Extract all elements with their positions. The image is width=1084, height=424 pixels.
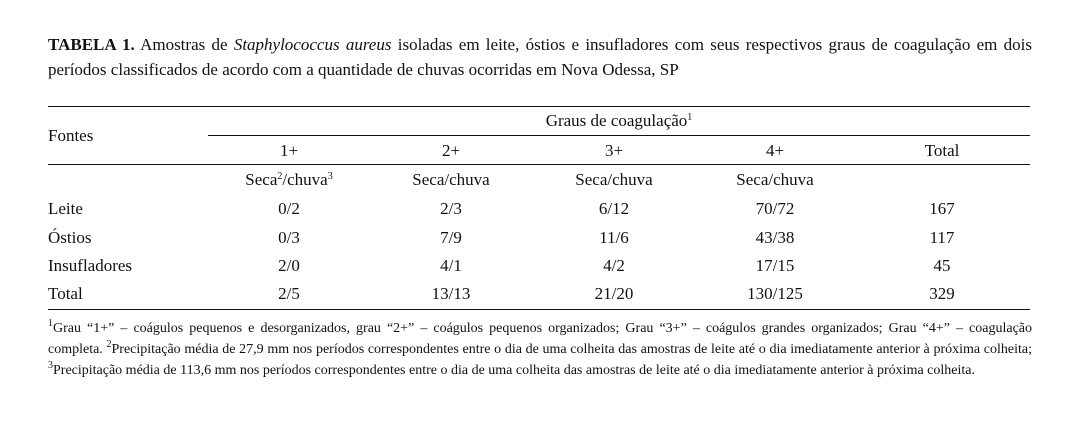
col-header-2plus: 2+ — [441, 141, 461, 160]
table-cell: 21/20 — [594, 284, 634, 303]
table-cell: 4/1 — [440, 256, 462, 275]
row-label-ostios: Óstios — [48, 228, 92, 247]
table-cell: 329 — [929, 284, 955, 303]
group-header — [546, 111, 693, 131]
footnote-marker-2: 2 — [106, 339, 112, 350]
sub-header-3plus: Seca/chuva — [575, 170, 653, 189]
table-cell: 2/3 — [440, 199, 462, 218]
table-cell: 167 — [929, 199, 955, 218]
table-cell: 45 — [933, 256, 951, 275]
row-label-insufladores: Insufladores — [48, 256, 133, 275]
caption-text-before: Amostras de — [140, 35, 228, 54]
table-cell: 43/38 — [755, 228, 795, 247]
table-cell: 17/15 — [755, 256, 795, 275]
table-cell: 13/13 — [431, 284, 471, 303]
table-cell: 2/0 — [278, 256, 300, 275]
caption-species: Staphylococcus aureus — [233, 35, 392, 54]
row-label-leite: Leite — [48, 199, 83, 218]
col-header-total: Total — [924, 141, 960, 160]
col-header-1plus: 1+ — [279, 141, 299, 160]
row-header-fontes: Fontes — [48, 126, 94, 145]
table-cell: 130/125 — [747, 284, 803, 303]
table-bottom-rule — [48, 309, 1030, 310]
table-footnotes — [48, 318, 1032, 381]
footnote-2: Precipitação média de 27,9 mm nos períodos correspondentes entre o dia de uma colheita das amostras de leite até o dia imediatamente anterior à próxima colheita; — [111, 342, 1032, 357]
table-caption — [48, 32, 1032, 82]
table-cell: 4/2 — [603, 256, 625, 275]
col-header-4plus: 4+ — [765, 141, 785, 160]
sub-header-2plus: Seca/chuva — [412, 170, 490, 189]
sub-header-4plus: Seca/chuva — [736, 170, 814, 189]
table-cell: 7/9 — [440, 228, 462, 247]
col-header-3plus: 3+ — [604, 141, 624, 160]
group-header-sup: 1 — [687, 112, 693, 123]
sub-header-1plus — [245, 170, 332, 190]
table-cell: 2/5 — [278, 284, 300, 303]
table-cell: 70/72 — [755, 199, 795, 218]
footnote-1: Grau “1+” – coágulos pequenos e desorganizados, grau “2+” – coágulos pequenos organizados; Grau “3+” – coágulos grandes organizados; Grau “4+” – coagulação completa. — [48, 321, 1032, 357]
footnote-3: Precipitação média de 113,6 mm nos períodos correspondentes entre o dia de uma colheita das amostras de leite até o dia imediatamente anterior à próxima colheita. — [53, 363, 975, 378]
table-cell: 11/6 — [599, 228, 629, 247]
footnote-marker-3: 3 — [48, 360, 53, 371]
caption-label: TABELA 1. — [48, 35, 135, 54]
sub-header-seca: Seca — [245, 170, 278, 189]
table-cell: 0/2 — [278, 199, 300, 218]
table-top-rule — [48, 106, 1030, 107]
table-cell: 0/3 — [278, 228, 300, 247]
group-header-rule — [208, 135, 1030, 136]
footnote-marker-1: 1 — [48, 318, 53, 329]
group-header-label: Graus de coagulação — [545, 111, 688, 130]
sub-header-chuva: /chuva — [282, 170, 328, 189]
row-label-total: Total — [48, 284, 83, 303]
sub-header-sup-3: 3 — [327, 171, 333, 182]
table-cell: 6/12 — [598, 199, 630, 218]
caption-text-after: isoladas em leite, óstios e insufladores com seus respectivos graus de coagulação em dois períodos classificados de acordo com a quantidade de chuvas ocorridas em Nova Odessa, SP — [48, 35, 1032, 79]
column-header-rule — [48, 164, 1030, 165]
table-cell: 117 — [929, 228, 955, 247]
sub-header-sup-2: 2 — [277, 171, 283, 182]
